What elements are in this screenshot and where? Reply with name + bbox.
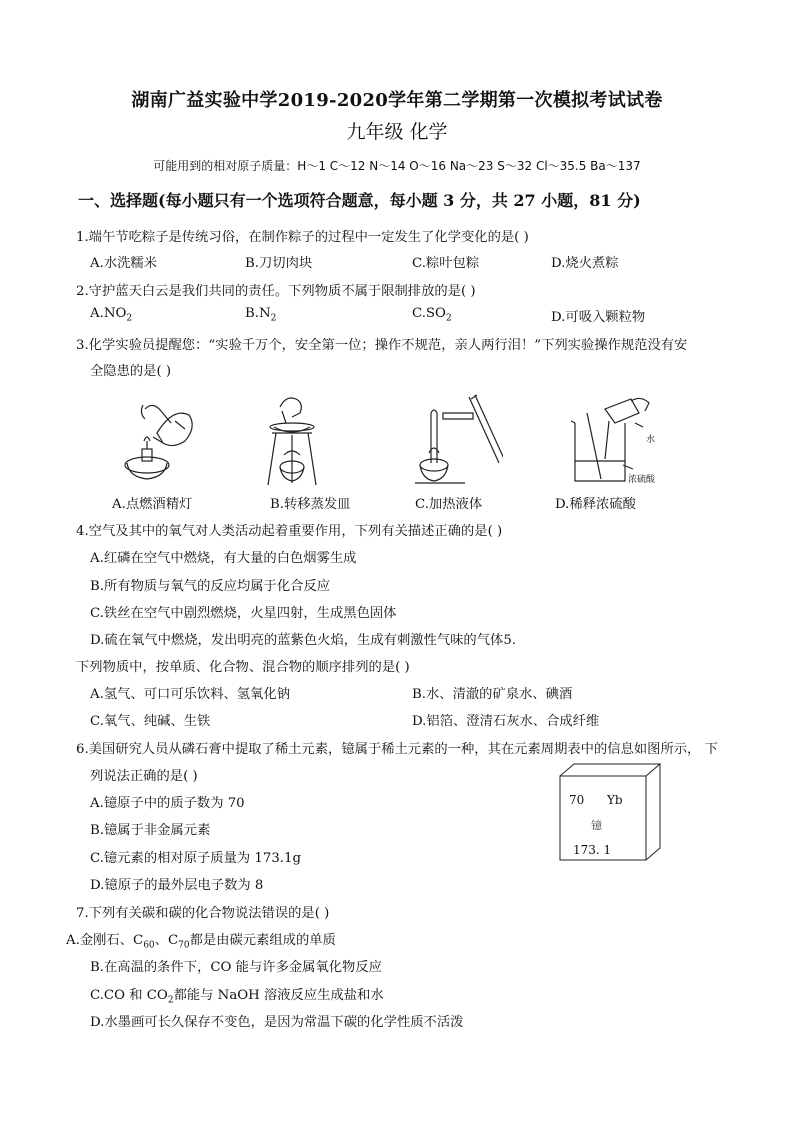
q2-option-d: D.可吸入颗粒物 bbox=[551, 310, 646, 325]
element-symbol: Yb bbox=[607, 793, 623, 807]
q2-option-b: $B.N_2$ bbox=[245, 306, 277, 324]
q6-option-c: C.镱元素的相对原子质量为 173.1g bbox=[90, 851, 301, 866]
q6-option-b: B.镱属于非金属元素 bbox=[90, 823, 211, 838]
q6-stem-line1: 6.美国研究人员从磷石膏中提取了稀土元素，镱属于稀土元素的一种，其在元素周期表中的信息如图所示， 下 bbox=[76, 742, 718, 757]
q5-option-a: A.氢气、可口可乐饮料、氢氧化钠 bbox=[90, 687, 290, 702]
q1-option-d: D.烧火煮粽 bbox=[551, 256, 619, 271]
exam-subtitle: 九年级 化学 bbox=[346, 121, 448, 143]
q5-option-c: C.氧气、纯碱、生铁 bbox=[90, 714, 211, 729]
q7-option-a: A.金刚石、$C_{60}$、$C_{70}$都是由碳元素组成的单质 bbox=[66, 933, 336, 951]
atomic-masses-note: 可能用到的相对原子质量：H～1 C～12 N～14 O～16 Na～23 S～32 Cl～35.5 Ba～137 bbox=[153, 159, 641, 173]
q2-option-c: $C.SO_2$ bbox=[412, 306, 452, 324]
label-water: 水 bbox=[646, 435, 656, 445]
q3-caption-b: B.转移蒸发皿 bbox=[270, 497, 351, 512]
q4-option-d: D.硫在氧气中燃烧，发出明亮的蓝紫色火焰，生成有刺激性气味的气体5. bbox=[90, 633, 517, 648]
q2-option-a: $A.NO_2$ bbox=[90, 306, 133, 324]
heating-liquid-figure bbox=[413, 393, 503, 485]
q7-stem: 7.下列有关碳和碳的化合物说法错误的是( ) bbox=[76, 906, 330, 921]
q3-stem-line2: 全隐患的是( ) bbox=[90, 364, 172, 379]
alcohol-lamp-lighting-figure bbox=[115, 393, 205, 485]
q7-option-d: D.水墨画可长久保存不变色，是因为常温下碳的化学性质不活泼 bbox=[90, 1015, 464, 1030]
dilute-sulfuric-acid-figure bbox=[565, 393, 675, 485]
q3-caption-c: C.加热液体 bbox=[415, 497, 483, 512]
q1-option-a: A.水洗糯米 bbox=[90, 256, 158, 271]
q1-option-b: B.刀切肉块 bbox=[245, 256, 313, 271]
q5-option-d: D.铝箔、澄清石灰水、合成纤维 bbox=[412, 714, 600, 729]
q3-stem-line1: 3.化学实验员提醒您：“实验千万个，安全第一位；操作不规范，亲人两行泪！”下列实验操作规范没有安 bbox=[76, 338, 688, 353]
q3-caption-d: D.稀释浓硫酸 bbox=[555, 497, 636, 512]
q1-option-c: C.粽叶包粽 bbox=[412, 256, 480, 271]
q7-option-c: C.CO 和 $CO_2$都能与 NaOH 溶液反应生成盐和水 bbox=[90, 988, 384, 1006]
q4-option-a: A.红磷在空气中燃烧，有大量的白色烟雾生成 bbox=[90, 551, 357, 566]
q5-option-b: B.水、清澈的矿泉水、碘酒 bbox=[412, 687, 573, 702]
label-concentrated-acid: 浓硫酸 bbox=[628, 475, 656, 485]
element-atomic-mass: 173. 1 bbox=[573, 843, 612, 857]
exam-title: 湖南广益实验中学2019-2020学年第二学期第一次模拟考试试卷 bbox=[131, 90, 663, 111]
q5-stem: 下列物质中，按单质、化合物、混合物的顺序排列的是( ) bbox=[76, 660, 410, 675]
q1-stem: 1.端午节吃粽子是传统习俗，在制作粽子的过程中一定发生了化学变化的是( ) bbox=[76, 230, 529, 245]
element-name: 镱 bbox=[591, 819, 602, 832]
evaporating-dish-figure bbox=[262, 393, 322, 488]
q2-stem: 2.守护蓝天白云是我们共同的责任。下列物质不属于限制排放的是( ) bbox=[76, 284, 476, 299]
q6-option-a: A.镱原子中的质子数为 70 bbox=[90, 796, 245, 811]
element-atomic-number: 70 bbox=[569, 793, 585, 807]
section-title: 一、选择题(每小题只有一个选项符合题意，每小题 3 分，共 27 小题，81 分) bbox=[78, 191, 641, 210]
q6-option-d: D.镱原子的最外层电子数为 8 bbox=[90, 878, 264, 893]
q4-option-c: C.铁丝在空气中剧烈燃烧，火星四射，生成黑色固体 bbox=[90, 606, 397, 621]
q3-caption-a: A.点燃酒精灯 bbox=[112, 497, 193, 512]
q6-stem-line2: 列说法正确的是( ) bbox=[90, 769, 198, 784]
q4-stem: 4.空气及其中的氧气对人类活动起着重要作用，下列有关描述正确的是( ) bbox=[76, 524, 503, 539]
q4-option-b: B.所有物质与氧气的反应均属于化合反应 bbox=[90, 579, 331, 594]
q7-option-b: B.在高温的条件下，CO 能与许多金属氧化物反应 bbox=[90, 960, 382, 975]
